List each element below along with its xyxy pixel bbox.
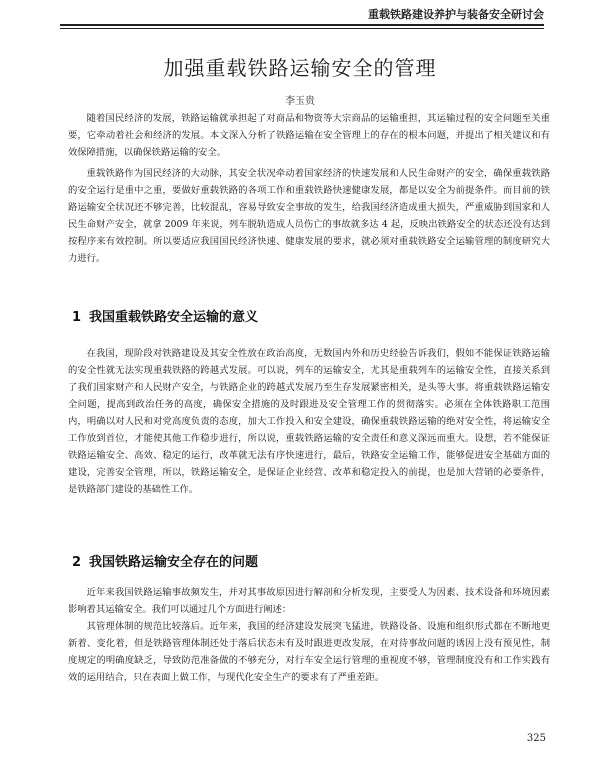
paper-title: 加强重载铁路运输安全的管理 [163, 56, 437, 80]
running-header: 重载铁路建设养护与装备安全研讨会 [368, 8, 544, 21]
section-1-number: 1 [72, 310, 82, 325]
header-rule [60, 24, 544, 26]
intro-paragraph: 重载铁路作为国民经济的大动脉，其安全状况牵动着国家经济的快速发展和人民生命财产的安全，确保重载铁路的安全运行是重中之重，要做好重载铁路的各项工作和重载铁路快速健康发展，都是以安全为前提条件。而目前的铁路运输安全状况还不够完善，比较混乱，容易导致安全事故的发生，给我国经济造成重大损失，严重威胁到国家和人民生命财产安全，就拿 2009 年来说，列车脱轨造成人员伤亡的事故就多达 4 起，反映出铁路安全的状态还没有达到按程序来有效控制。所以要适应我国国民经济快速、健康发展的要求，就必须对重载铁路安全运输管理的制度研究大力进行。 [68, 168, 550, 264]
section-1-title: 我国重载铁路安全运输的意义 [89, 310, 259, 325]
abstract-text: 随着国民经济的发展，铁路运输就承担起了对商品和物资等大宗商品的运输重担，其运输过程的安全问题至关重要，它牵动着社会和经济的发展。本文深入分析了铁路运输在安全管理上的存在的根本问题，并提出了相关建议和有效保障措施，以确保铁路运输的安全。 [68, 113, 550, 158]
page-number: 325 [526, 733, 546, 744]
section-2-body [68, 584, 550, 686]
section-2-title: 我国铁路运输安全存在的问题 [89, 555, 259, 570]
section-1-heading [72, 306, 542, 325]
section-1-body [68, 345, 550, 498]
header-rule-thin [60, 28, 544, 29]
introduction [68, 165, 550, 267]
section-2-paragraph-2: 其管理体制的规范比较落后。近年来，我国的经济建设发展突飞猛进，铁路设备、设施和组织形式都在不断地更新着、变化着，但是铁路管理体制还处于落后状态未有及时跟进更改发展，在对待事故问题的诱因上没有预见性，制度规定的明确度缺乏，导致防范准备做的不够充分，对行车安全运行管理的重视度不够，管理制度没有和工作实践有效的运用结合，只在表面上做工作，与现代化安全生产的要求有了严重差距。 [68, 621, 550, 683]
abstract [68, 110, 550, 161]
section-2-number: 2 [72, 555, 82, 570]
section-1-paragraph: 在我国，现阶段对铁路建设及其安全性放在政治高度，无数国内外和历史经验告诉我们，假如不能保证铁路运输的安全性就无法实现重载铁路的跨越式发展。可以说，列车的运输安全，尤其是重载列车的运输安全性，直接关系到了我们国家财产和人民财产安全，与铁路企业的跨越式发展乃至生存发展紧密相关，是头等大事。将重载铁路运输安全问题，提高到政治任务的高度，确保安全措施的及时跟进及安全管理工作的贯彻落实。必须在全体铁路职工范围内，明确以对人民和对党高度负责的态度，加大工作投入和安全建设，确保重载铁路运输的绝对安全性，将运输安全工作放到首位，才能使其他工作稳步进行，所以说，重载铁路运输的安全责任和意义深远而重大。设想，若不能保证铁路运输安全、高效、稳定的运行，改革就无法有序快速进行，最后，铁路安全运输工作，能够促进安全基础方面的建设，完善安全管理，所以，铁路运输安全，是保证企业经营、改革和稳定投入的前提，也是加大营销的必要条件，是铁路部门建设的基础性工作。 [68, 348, 550, 495]
section-2-paragraph-1: 近年来我国铁路运输事故频发生，并对其事故原因进行解剖和分析发现，主要受人为因素、技术设备和环境因素影响着其运输安全。我们可以通过几个方面进行阐述： [68, 587, 550, 615]
section-2-heading [72, 551, 542, 570]
author-name: 李玉贵 [285, 96, 315, 107]
